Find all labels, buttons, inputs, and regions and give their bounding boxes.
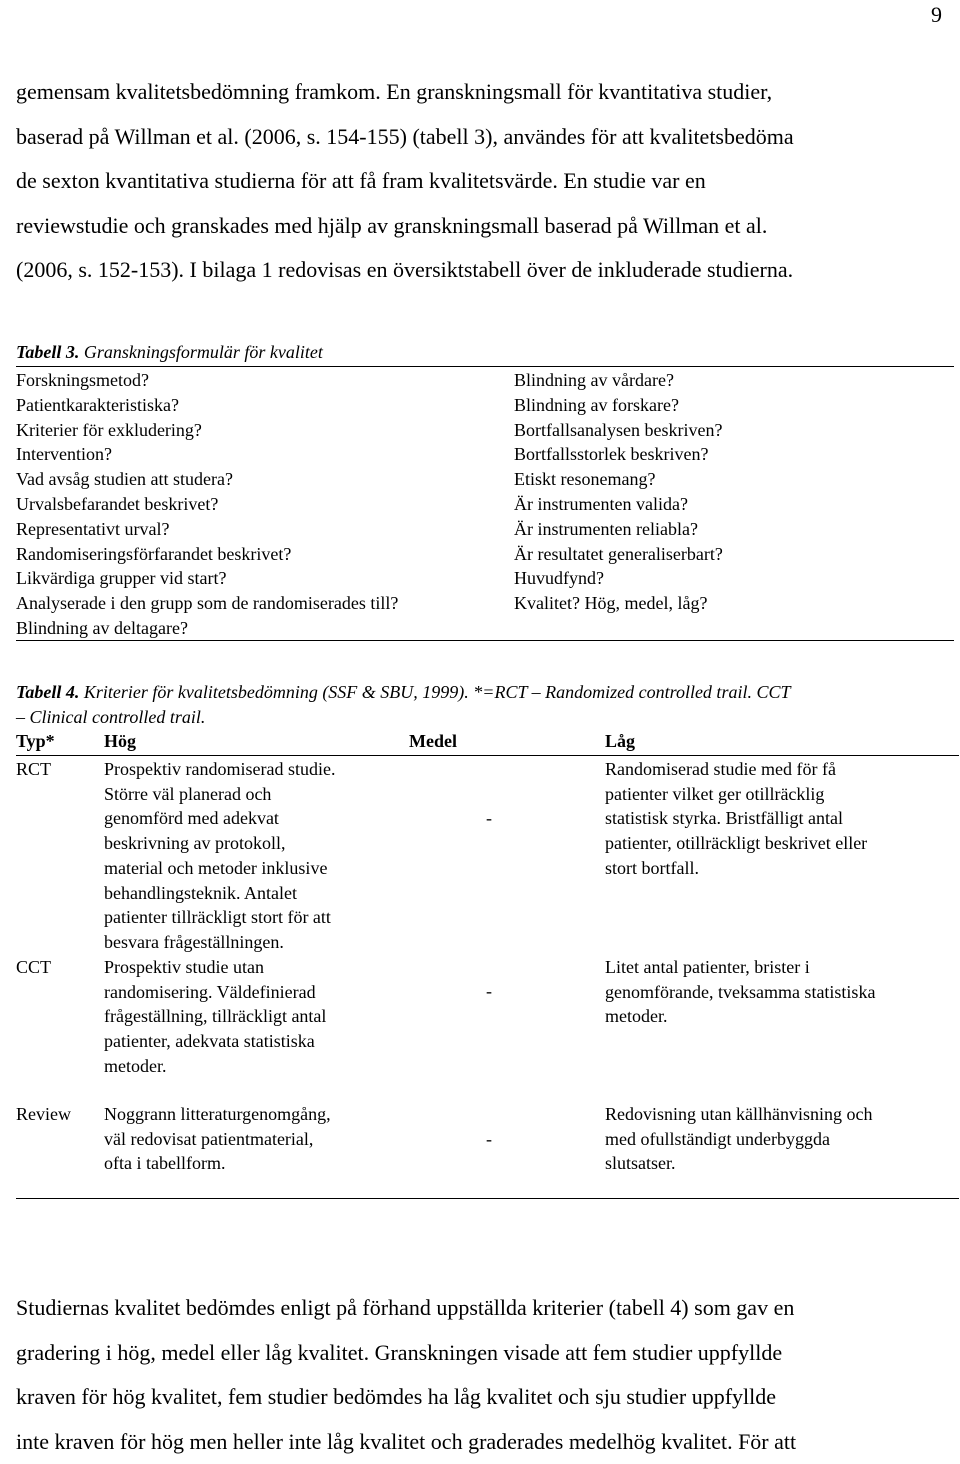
cell-line: Noggrann litteraturgenomgång,: [104, 1104, 331, 1124]
table4-cell-typ: Review: [16, 1104, 71, 1124]
table4-cell-hog: [104, 1102, 331, 1176]
table4-cell-medel: -: [486, 1129, 492, 1149]
table4-label: Tabell 4.: [16, 682, 80, 702]
table3-right-column: [514, 368, 723, 616]
cell-line: besvara frågeställningen.: [104, 931, 284, 952]
cell-line: patienter, otillräckligt beskrivet eller: [605, 833, 868, 854]
table3-item: Likvärdiga grupper vid start?: [16, 568, 227, 589]
text-line: baserad på Willman et al. (2006, s. 154-155) (tabell 3), användes för att kvalitetsbedöma: [16, 123, 794, 149]
table3-item: Kvalitet? Hög, medel, låg?: [514, 593, 708, 614]
cell-line: Prospektiv studie utan: [104, 957, 264, 977]
table4-caption-text: Kriterier för kvalitetsbedömning (SSF & SBU, 1999). *=RCT – Randomized controlled trail. CCT: [79, 682, 791, 702]
text-line: reviewstudie och granskades med hjälp av granskningsmall baserad på Willman et al.: [16, 212, 768, 238]
table4-cell-lag: [605, 955, 875, 1029]
table3-item: Patientkarakteristiska?: [16, 394, 179, 415]
table3-item: Är instrumenten valida?: [514, 493, 688, 514]
table3-caption: [16, 342, 323, 363]
table3-item: Bortfallsstorlek beskriven?: [514, 444, 709, 465]
table3-item: Intervention?: [16, 444, 112, 465]
table3-label: Tabell 3.: [16, 342, 80, 362]
table4-cell-lag: [605, 757, 867, 881]
table4-cell-medel: -: [486, 981, 492, 1001]
text-line: (2006, s. 152-153). I bilaga 1 redovisas en översiktstabell över de inkluderade studierna.: [16, 257, 794, 283]
cell-line: Randomiserad studie med för få: [605, 759, 836, 779]
table3-item: Urvalsbefarandet beskrivet?: [16, 493, 219, 514]
cell-line: slutsatser.: [605, 1153, 676, 1174]
table3-item: Blindning av deltagare?: [16, 617, 188, 638]
table4-cell-typ: RCT: [16, 759, 52, 779]
table3-left-column: [16, 368, 398, 641]
cell-line: genomförande, tveksamma statistiska: [605, 981, 876, 1002]
cell-line: metoder.: [104, 1055, 167, 1076]
table3-item: Blindning av vårdare?: [514, 370, 674, 390]
table3-bottom-rule: [16, 640, 954, 641]
closing-paragraph: [16, 1286, 956, 1464]
cell-line: väl redovisat patientmaterial,: [104, 1128, 314, 1149]
table3-item: Randomiseringsförfarandet beskrivet?: [16, 543, 292, 564]
table3-top-rule: [16, 366, 954, 367]
cell-line: patienter tillräckligt stort för att: [104, 907, 331, 928]
table3-item: Representativt urval?: [16, 518, 170, 539]
cell-line: Litet antal patienter, brister i: [605, 957, 810, 977]
table4-caption-line2: – Clinical controlled trail.: [16, 706, 206, 727]
cell-line: frågeställning, tillräckligt antal: [104, 1006, 327, 1027]
text-line: gradering i hög, medel eller låg kvalitet. Granskningen visade att fem studier uppfyllde: [16, 1339, 783, 1365]
table4-cell-hog: [104, 757, 335, 955]
cell-line: ofta i tabellform.: [104, 1153, 226, 1174]
table3-item: Kriterier för exkludering?: [16, 419, 202, 440]
cell-line: patienter, adekvata statistiska: [104, 1031, 315, 1052]
table4-header-hog: Hög: [104, 731, 137, 751]
cell-line: Redovisning utan källhänvisning och: [605, 1104, 873, 1124]
cell-line: statistisk styrka. Bristfälligt antal: [605, 808, 843, 829]
table4-bottom-rule: [16, 1198, 959, 1199]
table4-header-rule: [16, 755, 959, 756]
table4-caption: [16, 680, 946, 729]
table4-cell-hog: [104, 955, 326, 1079]
text-line: inte kraven för hög men heller inte låg kvalitet och graderades medelhög kvalitet. För att: [16, 1428, 797, 1454]
cell-line: beskrivning av protokoll,: [104, 833, 286, 854]
table4-cell-typ: CCT: [16, 957, 52, 977]
cell-line: patienter vilket ger otillräcklig: [605, 783, 825, 804]
table3-item: Är resultatet generaliserbart?: [514, 543, 723, 564]
table4-header-lag: Låg: [605, 731, 636, 751]
cell-line: med ofullständigt underbyggda: [605, 1128, 830, 1149]
table3-item: Är instrumenten reliabla?: [514, 518, 698, 539]
cell-line: material och metoder inklusive: [104, 857, 328, 878]
text-line: gemensam kvalitetsbedömning framkom. En granskningsmall för kvantitativa studier,: [16, 79, 773, 104]
cell-line: randomisering. Väldefinierad: [104, 981, 316, 1002]
intro-paragraph: [16, 70, 946, 293]
cell-line: genomförd med adekvat: [104, 808, 279, 829]
page-number: 9: [931, 2, 942, 27]
cell-line: Prospektiv randomiserad studie.: [104, 759, 336, 779]
table3-item: Blindning av forskare?: [514, 394, 679, 415]
table3-title: Granskningsformulär för kvalitet: [79, 342, 323, 362]
table3-item: Analyserade i den grupp som de randomiserades till?: [16, 593, 399, 614]
table4-header-typ: Typ*: [16, 731, 55, 751]
text-line: kraven för hög kvalitet, fem studier bedömdes ha låg kvalitet och sju studier uppfyllde: [16, 1384, 777, 1410]
table3-item: Forskningsmetod?: [16, 370, 149, 390]
table3-item: Bortfallsanalysen beskriven?: [514, 419, 723, 440]
table3-item: Vad avsåg studien att studera?: [16, 469, 233, 490]
cell-line: stort bortfall.: [605, 857, 699, 878]
table4-cell-lag: [605, 1102, 872, 1176]
cell-line: metoder.: [605, 1006, 668, 1027]
table4-header-medel: Medel: [409, 731, 457, 751]
table3-item: Huvudfynd?: [514, 568, 604, 589]
table4-cell-medel: -: [486, 808, 492, 828]
cell-line: Större väl planerad och: [104, 783, 272, 804]
text-line: Studiernas kvalitet bedömdes enligt på förhand uppställda kriterier (tabell 4) som gav en: [16, 1295, 795, 1320]
text-line: de sexton kvantitativa studierna för att få fram kvalitetsvärde. En studie var en: [16, 168, 706, 194]
table3-item: Etiskt resonemang?: [514, 469, 656, 490]
cell-line: behandlingsteknik. Antalet: [104, 882, 297, 903]
